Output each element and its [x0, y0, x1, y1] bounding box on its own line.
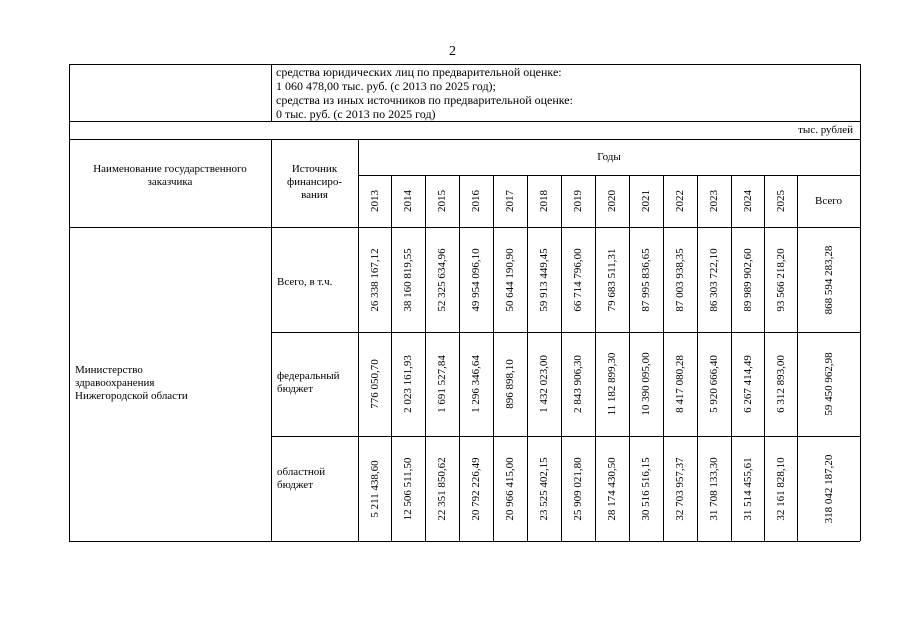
- year-header: 2018: [538, 190, 550, 212]
- table-cell: 1 691 527,84: [436, 355, 448, 413]
- table-cell: 28 174 430,50: [606, 456, 618, 521]
- table-cell: 2 843 906,30: [572, 355, 584, 413]
- table-cell: 8 417 080,28: [674, 355, 686, 413]
- table-left-border: [69, 64, 70, 541]
- year-header: 2019: [572, 190, 584, 212]
- year-header: 2021: [640, 190, 652, 212]
- table-cell: 89 989 902,60: [741, 247, 754, 312]
- table-rule: [391, 175, 392, 541]
- table-cell: 31 708 133,30: [708, 456, 720, 521]
- note-line: 0 тыс. руб. (с 2013 по 2025 год): [276, 107, 436, 121]
- table-cell: 2 023 161,93: [402, 355, 414, 413]
- table-cell: 31 514 455,61: [741, 456, 754, 521]
- note-line: средства из иных источников по предварительной оценке:: [276, 93, 573, 107]
- table-rule: [69, 64, 860, 65]
- table-rule: [663, 175, 664, 541]
- table-rule: [271, 332, 860, 333]
- year-header: 2016: [470, 190, 482, 212]
- customer-name: Министерство здравоохранения Нижегородской области: [75, 364, 188, 402]
- table-cell: 50 644 190,90: [504, 247, 516, 312]
- table-cell-total: 868 594 283,28: [822, 245, 835, 314]
- table-rule: [271, 64, 272, 121]
- table-cell: 10 390 095,00: [640, 352, 652, 416]
- header-customer: Наименование государственного заказчика: [93, 163, 247, 188]
- table-rule: [69, 541, 860, 542]
- table-cell-total: 59 450 962,98: [822, 352, 835, 416]
- table-cell: 32 703 957,37: [674, 456, 686, 521]
- note-line: 1 060 478,00 тыс. руб. (с 2013 по 2025 год);: [276, 79, 496, 93]
- table-cell: 6 267 414,49: [741, 355, 754, 413]
- year-header: 2015: [436, 190, 448, 212]
- table-cell: 25 909 021,80: [572, 456, 584, 521]
- table-rule: [797, 175, 798, 541]
- funding-source: областной бюджет: [277, 466, 326, 491]
- table-rule: [425, 175, 426, 541]
- table-cell: 20 792 226,49: [470, 456, 482, 521]
- table-cell: 59 913 449,45: [538, 247, 550, 312]
- header-total: Всего: [815, 195, 842, 207]
- units-label: тыс. рублей: [798, 124, 853, 136]
- table-cell: 86 303 722,10: [708, 247, 720, 312]
- table-cell: 26 338 167,12: [368, 247, 381, 312]
- table-cell: 30 516 516,15: [640, 456, 652, 521]
- table-rule: [271, 139, 272, 541]
- table-rule: [271, 436, 860, 437]
- table-rule: [764, 175, 765, 541]
- table-rule: [69, 227, 860, 228]
- table-cell: 6 312 893,00: [774, 355, 787, 413]
- year-header: 2025: [774, 190, 787, 212]
- table-cell: 1 432 023,00: [538, 355, 550, 413]
- table-cell: 1 296 346,64: [470, 355, 482, 413]
- table-cell: 87 003 938,35: [674, 247, 686, 312]
- table-rule: [561, 175, 562, 541]
- table-cell-total: 318 042 187,20: [822, 454, 835, 523]
- table-rule: [493, 175, 494, 541]
- table-rule: [69, 121, 860, 122]
- table-cell: 32 161 828,10: [774, 456, 787, 521]
- table-cell: 896 898,10: [504, 359, 516, 409]
- funding-source: федеральный бюджет: [277, 370, 340, 395]
- table-rule: [69, 139, 860, 140]
- year-header: 2023: [708, 190, 720, 212]
- funding-source: Всего, в т.ч.: [277, 276, 333, 288]
- table-cell: 776 050,70: [368, 359, 381, 409]
- year-header: 2013: [368, 190, 381, 212]
- page-number: 2: [449, 44, 456, 59]
- table-cell: 23 525 402,15: [538, 456, 550, 521]
- table-cell: 93 566 218,20: [774, 247, 787, 312]
- year-header: 2024: [741, 190, 754, 212]
- table-rule: [731, 175, 732, 541]
- table-rule: [459, 175, 460, 541]
- table-rule: [358, 175, 860, 176]
- table-rule: [697, 175, 698, 541]
- table-cell: 11 182 899,30: [606, 352, 618, 416]
- table-cell: 79 683 511,31: [606, 248, 618, 311]
- note-line: средства юридических лиц по предварительной оценке:: [276, 65, 562, 79]
- table-cell: 5 920 666,40: [708, 355, 720, 413]
- year-header: 2017: [504, 190, 516, 212]
- table-cell: 38 160 819,55: [402, 247, 414, 312]
- header-years: Годы: [597, 151, 621, 163]
- table-right-border: [860, 64, 861, 541]
- table-rule: [527, 175, 528, 541]
- header-source: Источник финансиро-вания: [286, 163, 343, 201]
- table-cell: 87 995 836,65: [640, 247, 652, 312]
- year-header: 2014: [402, 190, 414, 212]
- year-header: 2020: [606, 190, 618, 212]
- table-cell: 66 714 796,00: [572, 247, 584, 312]
- table-rule: [629, 175, 630, 541]
- table-rule: [358, 139, 359, 541]
- year-header: 2022: [674, 190, 686, 212]
- table-rule: [595, 175, 596, 541]
- table-cell: 12 506 511,50: [402, 457, 414, 520]
- table-cell: 52 325 634,96: [436, 247, 448, 312]
- table-cell: 5 211 438,60: [368, 459, 381, 518]
- table-cell: 22 351 850,62: [436, 456, 448, 521]
- table-cell: 49 954 096,10: [470, 247, 482, 312]
- table-cell: 20 966 415,00: [504, 456, 516, 521]
